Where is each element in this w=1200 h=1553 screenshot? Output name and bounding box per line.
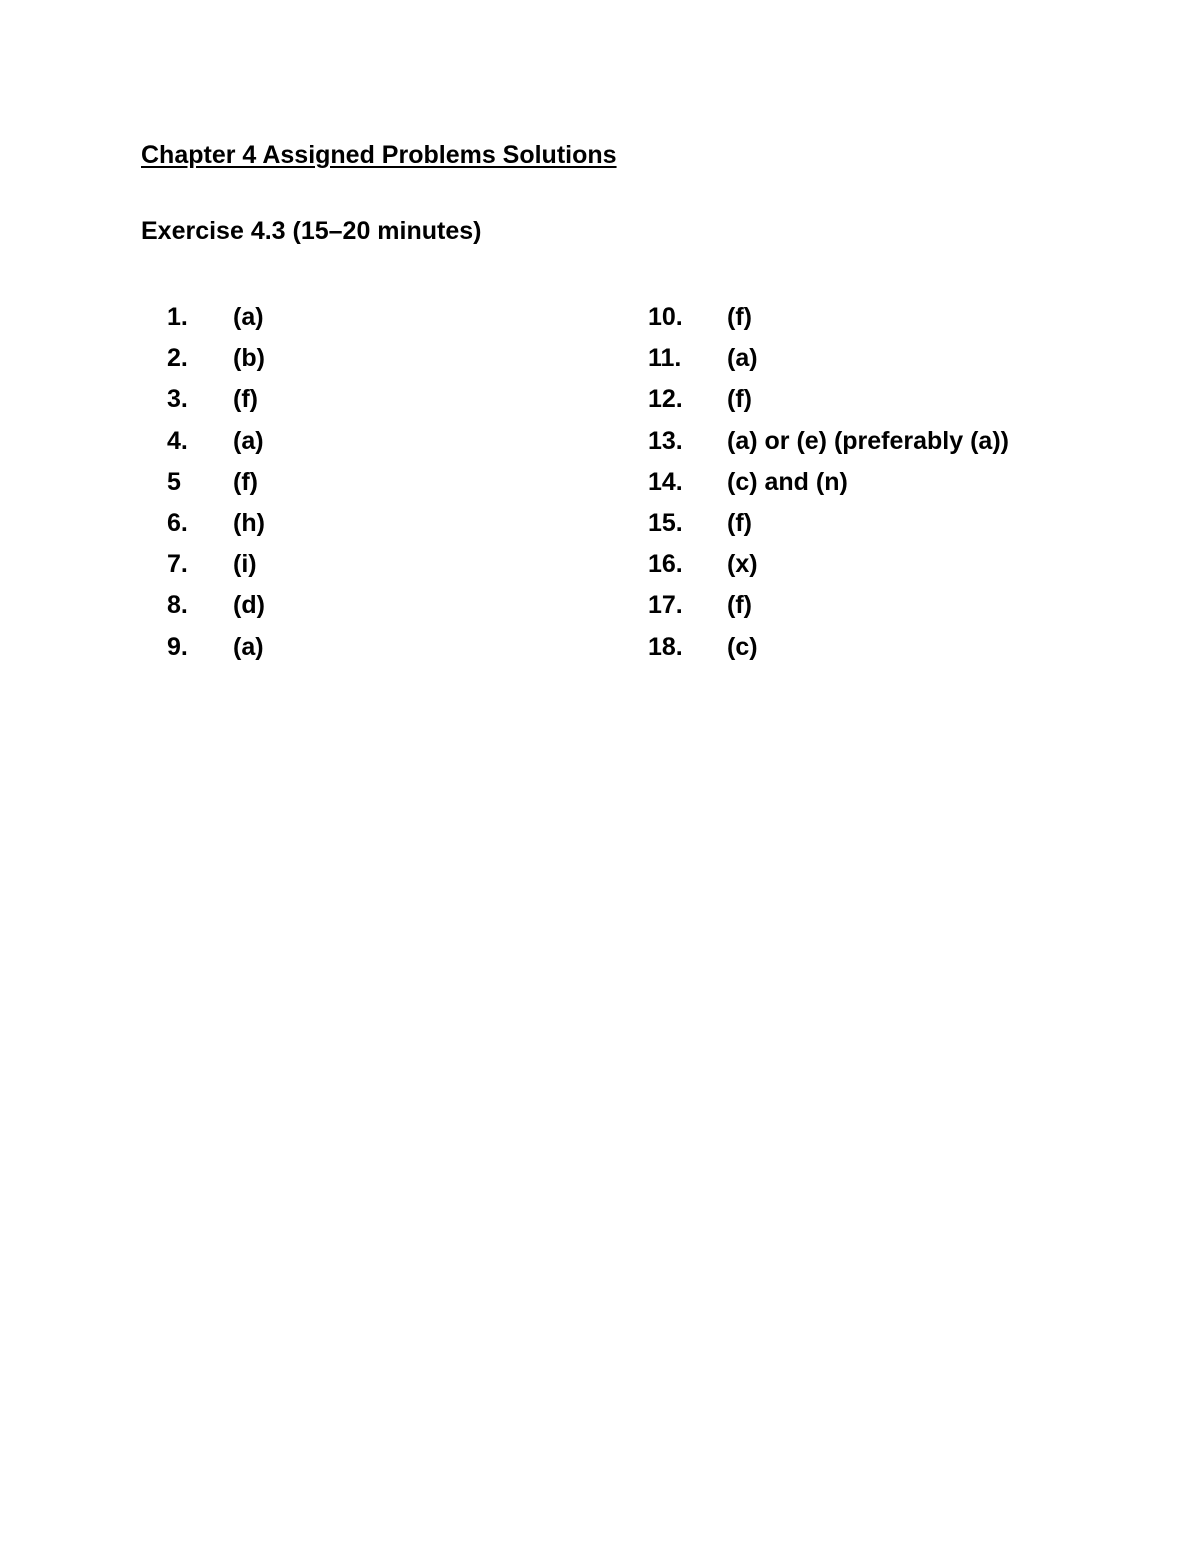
answer-value: (a) xyxy=(233,426,264,455)
answer-row xyxy=(648,544,1009,585)
exercise-heading: Exercise 4.3 (15–20 minutes) xyxy=(141,217,482,245)
answer-row xyxy=(648,379,1009,420)
answer-number: 14. xyxy=(648,467,683,496)
answer-value: (f) xyxy=(727,591,752,620)
answer-number: 12. xyxy=(648,385,683,414)
answer-value: (f) xyxy=(727,509,752,538)
answer-value: (a) or (e) (preferably (a)) xyxy=(727,426,1009,455)
answer-number: 17. xyxy=(648,591,683,620)
answer-number: 16. xyxy=(648,550,683,579)
answer-value: (f) xyxy=(233,385,258,414)
answer-number: 3. xyxy=(167,385,188,414)
answer-row xyxy=(648,338,1009,379)
answer-number: 15. xyxy=(648,509,683,538)
answer-value: (x) xyxy=(727,550,758,579)
answer-row xyxy=(167,544,265,585)
answer-row xyxy=(648,462,1009,503)
answer-number: 7. xyxy=(167,550,188,579)
answer-value: (b) xyxy=(233,344,265,373)
answer-value: (f) xyxy=(727,303,752,332)
answer-row xyxy=(648,503,1009,544)
answer-value: (f) xyxy=(727,385,752,414)
answer-value: (d) xyxy=(233,591,265,620)
answer-row xyxy=(648,421,1009,462)
answer-number: 4. xyxy=(167,426,188,455)
answer-row xyxy=(167,585,265,626)
answer-row xyxy=(167,379,265,420)
answer-row xyxy=(167,627,265,668)
answer-number: 2. xyxy=(167,344,188,373)
answer-number: 6. xyxy=(167,509,188,538)
answer-number: 13. xyxy=(648,426,683,455)
answer-list-left xyxy=(167,297,265,668)
answer-value: (c) xyxy=(727,632,758,661)
answer-row xyxy=(167,462,265,503)
answer-number: 1. xyxy=(167,303,188,332)
answer-number: 11. xyxy=(648,344,682,373)
answer-row xyxy=(167,338,265,379)
answer-row xyxy=(167,421,265,462)
answer-row xyxy=(648,627,1009,668)
answer-number: 10. xyxy=(648,303,683,332)
answer-number: 9. xyxy=(167,632,188,661)
answer-value: (h) xyxy=(233,509,265,538)
answer-list-right xyxy=(648,297,1009,668)
answer-number: 8. xyxy=(167,591,188,620)
answer-value: (i) xyxy=(233,550,257,579)
answer-value: (a) xyxy=(727,344,758,373)
answer-value: (a) xyxy=(233,303,264,332)
answer-row xyxy=(648,297,1009,338)
answer-row xyxy=(648,585,1009,626)
answer-value: (f) xyxy=(233,467,258,496)
answer-value: (a) xyxy=(233,632,264,661)
answer-row xyxy=(167,297,265,338)
answer-value: (c) and (n) xyxy=(727,467,848,496)
answer-number: 18. xyxy=(648,632,683,661)
answer-row xyxy=(167,503,265,544)
document-title: Chapter 4 Assigned Problems Solutions xyxy=(141,141,617,169)
answer-number: 5 xyxy=(167,467,181,496)
